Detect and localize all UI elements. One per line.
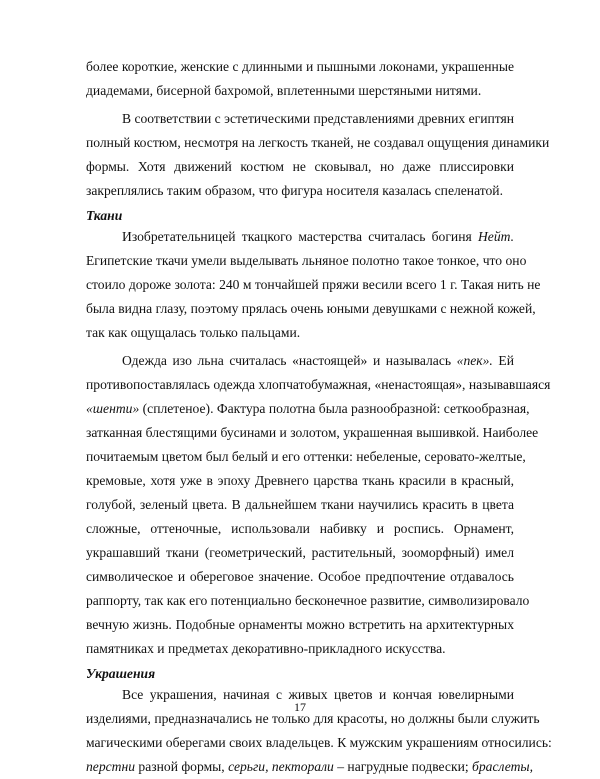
text-run: Ей — [492, 353, 514, 368]
text-line: формы. Хотя движений костюм не сковывал, но даже плиссировки — [86, 159, 514, 174]
text-line: украшавший ткани (геометрический, растительный, зооморфный) имел — [86, 545, 514, 560]
italic-term: перстни — [86, 759, 136, 774]
text-run: – нагрудные подвески; — [333, 759, 473, 774]
text-line: затканная блестящими бусинами и золотом, украшенная вышивкой. Наиболее — [86, 425, 539, 440]
text-line: закреплялись таким образом, что фигура носителя казалась спеленатой. — [86, 183, 503, 198]
text-line: полный костюм, несмотря на легкость тканей, не создавал ощущения динамики — [86, 135, 550, 150]
italic-term: серьги, пекторали — [228, 759, 334, 774]
text-line — [86, 755, 534, 779]
text-line: Египетские ткачи умели выделывать льняное полотно такое тонкое, что оно — [86, 253, 527, 268]
text-line: почитаемым цветом был белый и его оттенки: небеленые, серовато-желтые, — [86, 449, 526, 464]
text-line: так как ощущалась только пальцами. — [86, 325, 301, 340]
italic-term: «пек». — [456, 353, 493, 368]
text-line — [86, 397, 530, 421]
paragraph — [86, 683, 552, 779]
text-line — [86, 349, 514, 373]
text-run: (сплетеное). Фактура полотна была разнообразной: сеткообразная, — [139, 401, 530, 416]
page-number: 17 — [294, 700, 306, 714]
text-line: символическое и обереговое значение. Особое предпочтение отдавалось — [86, 569, 514, 584]
text-line: диадемами, бисерной бахромой, вплетенными шерстяными нитями. — [86, 83, 482, 98]
italic-term: браслеты, — [472, 759, 534, 774]
text-line: изделиями, предназначались не только для красоты, но должны были служить — [86, 711, 540, 726]
paragraph — [86, 55, 514, 103]
text-line — [86, 225, 514, 249]
text-line: раппорту, так как его потенциально бесконечное развитие, символизировало — [86, 593, 530, 608]
text-line: вечную жизнь. Подобные орнаменты можно встретить на архитектурных — [86, 617, 514, 632]
text-run: Одежда изо льна считалась «настоящей» и называлась — [122, 353, 457, 368]
text-run: разной формы, — [135, 759, 229, 774]
text-line: более короткие, женские с длинными и пышными локонами, украшенные — [86, 59, 514, 74]
section-heading-jewelry: Украшения — [86, 666, 156, 681]
text-line: В соответствии с эстетическими представлениями древних египтян — [122, 111, 515, 126]
text-line: стоило дороже золота: 240 м тончайшей пряжи весили всего 1 г. Такая нить не — [86, 277, 541, 292]
text-line: противопоставлялась одежда хлопчатобумажная, «ненастоящая», называвшаяся — [86, 377, 551, 392]
paragraph — [86, 107, 550, 203]
text-line: Все украшения, начиная с живых цветов и кончая ювелирными — [122, 687, 514, 702]
text-line: голубой, зеленый цвета. В дальнейшем ткани научились красить в цвета — [86, 497, 514, 512]
text-run: Изобретательницей ткацкого мастерства считалась богиня — [122, 229, 478, 244]
text-line: кремовые, хотя уже в эпоху Древнего царства ткань красили в красный, — [86, 473, 514, 488]
text-line: сложные, оттеночные, использовали набивку и роспись. Орнамент, — [86, 521, 514, 536]
paragraph — [86, 349, 551, 661]
text-line: памятниках и предметах декоративно-прикладного искусства. — [86, 641, 446, 656]
section-heading-fabrics: Ткани — [86, 208, 123, 223]
italic-term: «шенти» — [86, 401, 140, 416]
paragraph — [86, 225, 541, 345]
text-line: магическими оберегами своих владельцев. К мужским украшениям относились: — [86, 735, 552, 750]
text-line: была видна глазу, поэтому прялась очень юными девушками с нежной кожей, — [86, 301, 536, 316]
italic-term: Нейт. — [477, 229, 514, 244]
body-text — [86, 55, 552, 779]
